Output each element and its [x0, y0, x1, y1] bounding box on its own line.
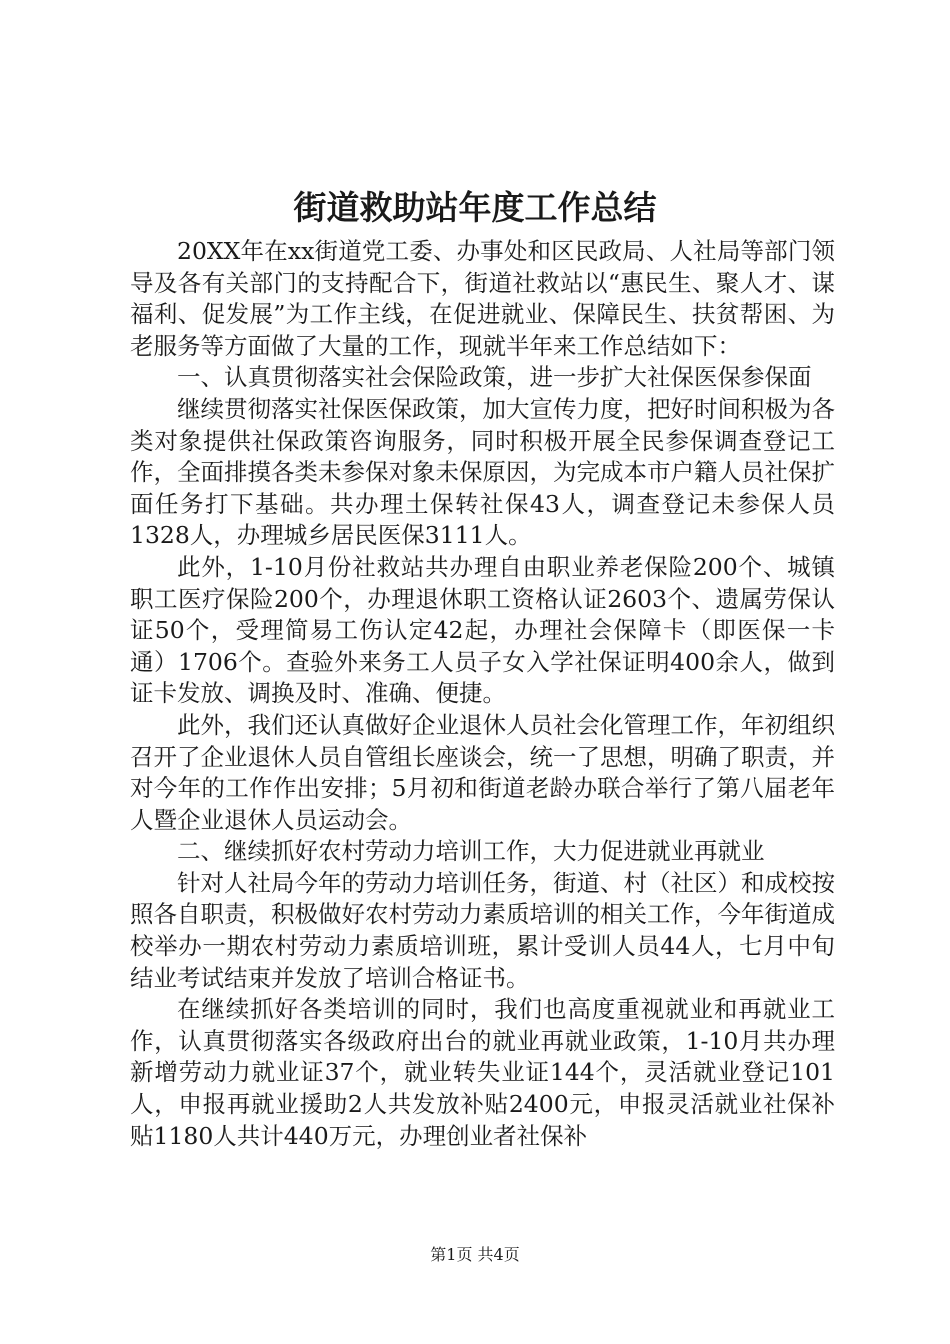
page-number-footer: 第1页 共4页: [430, 1245, 520, 1264]
paragraph-intro: 20XX年在xx街道党工委、办事处和区民政局、人社局等部门领导及各有关部门的支持配合下，街道社救站以“惠民生、聚人才、谋福利、促发展”为工作主线，在促进就业、保障民生、扶贫帮困、为老服务等方面做了大量的工作，现就半年来工作总结如下：: [130, 237, 835, 360]
paragraph-statistics: 此外，1-10月份社救站共办理自由职业养老保险200个、城镇职工医疗保险200个，办理退休职工资格认证2603个、遗属劳保认证50个，受理简易工伤认定42起，办理社会保障卡（即医保一卡通）1706个。查验外来务工人员子女入学社保证明400余人，做到证卡发放、调换及时、准确、便捷。: [130, 552, 835, 708]
paragraph-training: 针对人社局今年的劳动力培训任务，街道、村（社区）和成校按照各自职责，积极做好农村劳动力素质培训的相关工作，今年街道成校举办一期农村劳动力素质培训班，累计受训人员44人，七月中旬结业考试结束并发放了培训合格证书。: [130, 868, 835, 992]
paragraph-employment: 在继续抓好各类培训的同时，我们也高度重视就业和再就业工作，认真贯彻落实各级政府出台的就业再就业政策，1-10月共办理新增劳动力就业证37个，就业转失业证144个，灵活就业登记101人，申报再就业援助2人共发放补贴2400元，申报灵活就业社保补贴1180人共计440万元，办理创业者社保补: [130, 995, 835, 1150]
section-heading-1: 一、认真贯彻落实社会保险政策，进一步扩大社保医保参保面: [177, 363, 812, 392]
paragraph-social-insurance: 继续贯彻落实社保医保政策，加大宣传力度，把好时间积极为各类对象提供社保政策咨询服务，同时积极开展全民参保调查登记工作，全面排摸各类未参保对象未保原因，为完成本市户籍人员社保扩面任务打下基础。共办理土保转社保43人，调查登记未参保人员1328人，办理城乡居民医保3111人。: [130, 394, 835, 550]
paragraph-retiree-management: 此外，我们还认真做好企业退休人员社会化管理工作，年初组织召开了企业退休人员自管组长座谈会，统一了思想，明确了职责，并对今年的工作作出安排；5月初和街道老龄办联合举行了第八届老年人暨企业退休人员运动会。: [130, 710, 835, 834]
document-title: 街道救助站年度工作总结: [293, 188, 657, 227]
section-heading-2: 二、继续抓好农村劳动力培训工作，大力促进就业再就业: [177, 837, 765, 866]
document-body: [130, 236, 835, 1152]
